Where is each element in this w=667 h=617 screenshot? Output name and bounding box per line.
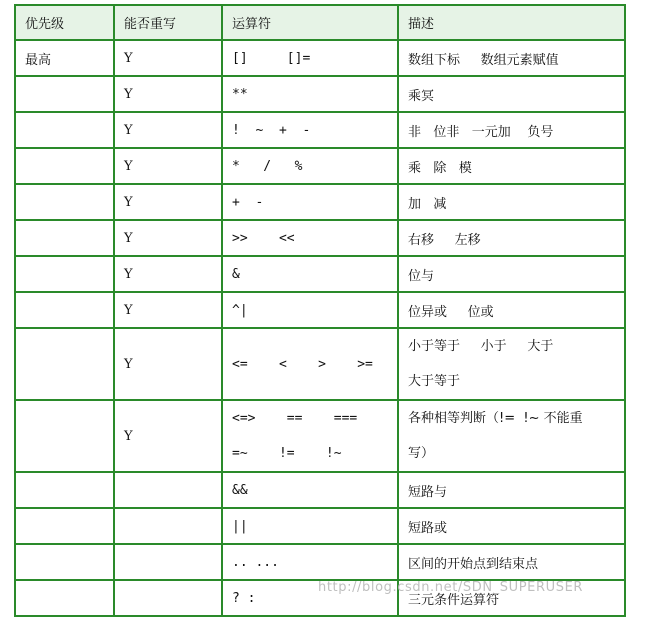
header-description: 描述 [398, 5, 625, 40]
priority-cell [15, 184, 114, 220]
table-row [15, 184, 625, 220]
table-row [15, 328, 625, 400]
priority-cell [15, 508, 114, 544]
operator-text: || [232, 518, 248, 534]
priority-cell [15, 256, 114, 292]
operator-cell [222, 544, 398, 580]
description-cell [398, 148, 625, 184]
description-text: 短路与 [408, 484, 448, 500]
operator-cell [222, 220, 398, 256]
operator-text: .. ... [232, 554, 279, 570]
operator-cell [222, 400, 398, 472]
table-row [15, 472, 625, 508]
overridable-cell: Y [114, 256, 222, 292]
overridable-cell: Y [114, 112, 222, 148]
table-row [15, 256, 625, 292]
description-text: 区间的开始点到结束点 [408, 556, 539, 572]
description-cell [398, 544, 625, 580]
description-text: 乘冥 [408, 88, 435, 104]
description-text: 位异或 位或 [408, 304, 494, 320]
description-text: 小于等于 小于 大于 [408, 339, 554, 354]
description-cell [398, 184, 625, 220]
description-text: 位与 [408, 268, 435, 284]
priority-cell [15, 544, 114, 580]
watermark: http://blog.csdn.net/SDN_SUPERUSER [318, 580, 584, 595]
description-cell [398, 76, 625, 112]
description-text: 加 减 [408, 196, 447, 212]
overridable-cell: Y [114, 76, 222, 112]
description-text: 三元条件运算符 [408, 592, 500, 608]
operator-text: [] []= [232, 50, 311, 66]
table-row [15, 40, 625, 76]
table-row [15, 76, 625, 112]
description-cell [398, 256, 625, 292]
table-row [15, 220, 625, 256]
operator-cell [222, 472, 398, 508]
operator-cell [222, 508, 398, 544]
overridable-cell: Y [114, 220, 222, 256]
operator-cell [222, 148, 398, 184]
overridable-cell [114, 544, 222, 580]
operator-text: ** [232, 86, 248, 102]
overridable-cell [114, 472, 222, 508]
header-row [15, 5, 625, 40]
operator-cell [222, 328, 398, 400]
operator-text: & [232, 266, 240, 282]
operator-text: ^| [232, 302, 248, 318]
table-row [15, 148, 625, 184]
overridable-cell: Y [114, 328, 222, 400]
description-text: 非 位非 一元加 负号 [408, 124, 554, 140]
description-text: 各种相等判断（!= !~ 不能重 [408, 411, 583, 426]
operator-cell [222, 292, 398, 328]
header-overridable: 能否重写 [114, 5, 222, 40]
operator-text: + - [232, 194, 264, 210]
description-cell [398, 400, 625, 472]
priority-cell [15, 400, 114, 472]
operator-cell [222, 40, 398, 76]
priority-cell [15, 148, 114, 184]
overridable-cell [114, 580, 222, 616]
operator-cell [222, 256, 398, 292]
operator-cell [222, 184, 398, 220]
description-text: 短路或 [408, 520, 448, 536]
overridable-cell: Y [114, 40, 222, 76]
priority-cell [15, 580, 114, 616]
priority-cell: 最高 [15, 40, 114, 76]
description-text: 数组下标 数组元素赋值 [408, 52, 559, 68]
operator-precedence-table [14, 4, 626, 617]
table-row [15, 400, 625, 472]
table-row [15, 508, 625, 544]
description-cell [398, 508, 625, 544]
description-cell [398, 220, 625, 256]
operator-text: <=> == === [232, 411, 358, 426]
operator-text: ! ~ + - [232, 122, 311, 138]
description-text: 右移 左移 [408, 232, 481, 248]
description-cell [398, 472, 625, 508]
table-row [15, 292, 625, 328]
header-priority: 优先级 [15, 5, 114, 40]
description-text: 乘 除 模 [408, 160, 472, 176]
description-text: 写） [408, 446, 435, 461]
operator-text: <= < > >= [232, 356, 373, 372]
header-operator: 运算符 [222, 5, 398, 40]
table-row [15, 544, 625, 580]
operator-cell [222, 76, 398, 112]
description-cell [398, 328, 625, 400]
priority-cell [15, 328, 114, 400]
operator-text: >> << [232, 230, 295, 246]
overridable-cell: Y [114, 292, 222, 328]
operator-text: =~ != !~ [232, 446, 342, 461]
operator-text: && [232, 482, 248, 498]
operator-text: * / % [232, 158, 303, 174]
overridable-cell: Y [114, 400, 222, 472]
priority-cell [15, 292, 114, 328]
priority-cell [15, 220, 114, 256]
priority-cell [15, 76, 114, 112]
table-row [15, 112, 625, 148]
overridable-cell: Y [114, 148, 222, 184]
priority-cell [15, 472, 114, 508]
overridable-cell: Y [114, 184, 222, 220]
description-cell [398, 292, 625, 328]
description-cell [398, 112, 625, 148]
priority-cell [15, 112, 114, 148]
operator-text: ? : [232, 590, 256, 606]
operator-cell [222, 112, 398, 148]
overridable-cell [114, 508, 222, 544]
description-text: 大于等于 [408, 374, 461, 389]
description-cell [398, 40, 625, 76]
